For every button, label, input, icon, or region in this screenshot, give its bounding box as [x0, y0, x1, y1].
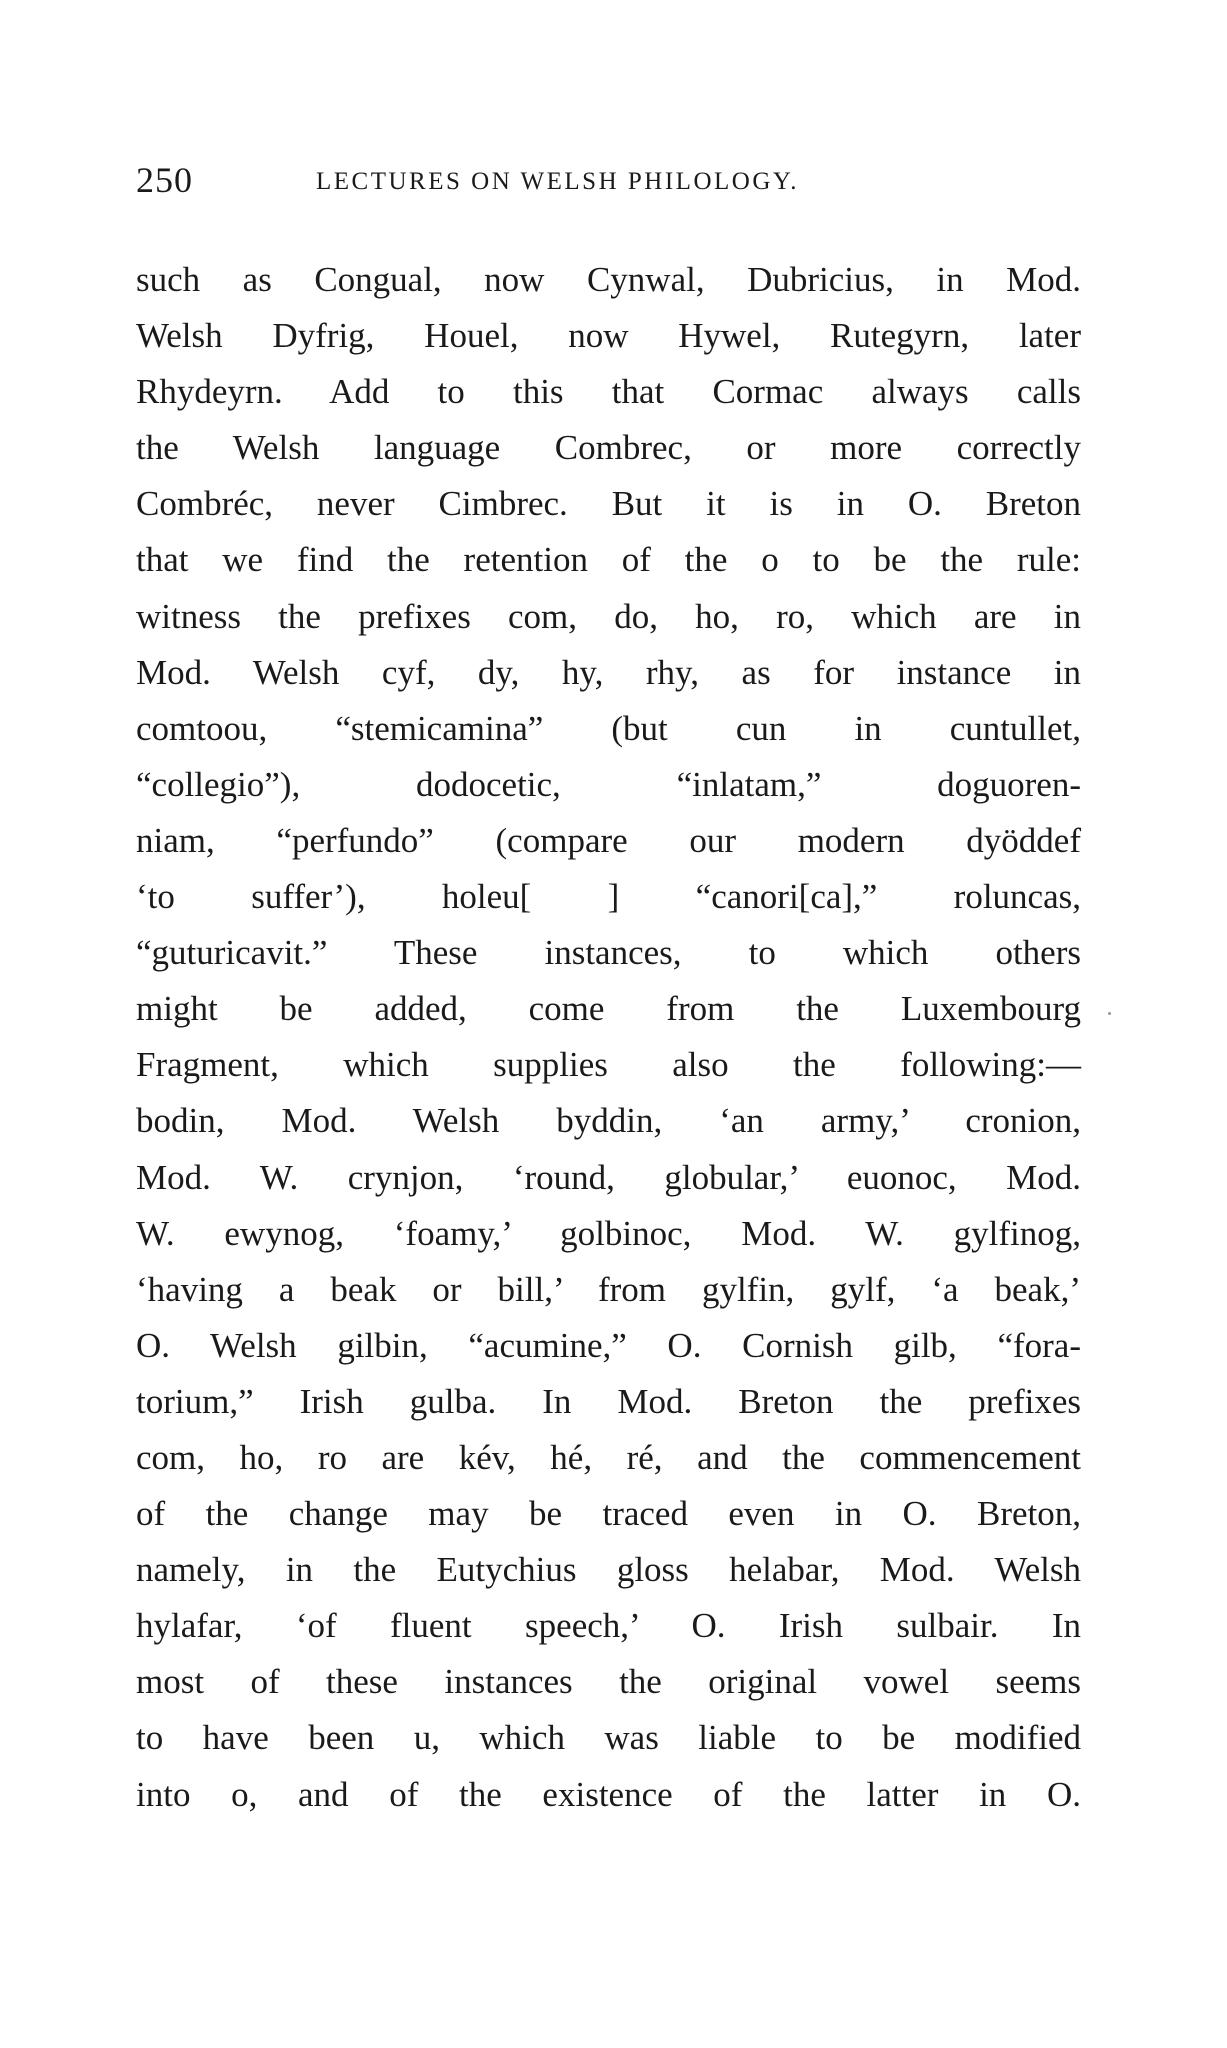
text-line: bodin, Mod. Welsh byddin, ‘an army,’ cronion,	[136, 1101, 1081, 1141]
text-line: to have been u, which was liable to be modified	[136, 1718, 1081, 1758]
text-line: niam, “perfundo” (compare our modern dyöddef	[136, 820, 1081, 860]
text-line: the Welsh language Combrec, or more correctly	[136, 428, 1081, 468]
text-line: torium,” Irish gulba. In Mod. Breton the prefixes	[136, 1381, 1081, 1421]
text-line: namely, in the Eutychius gloss helabar, Mod. Welsh	[136, 1550, 1081, 1590]
text-line: that we find the retention of the o to be the rule:	[136, 540, 1081, 580]
text-line: such as Congual, now Cynwal, Dubricius, in Mod.	[136, 260, 1081, 299]
text-line: com, ho, ro are kév, hé, ré, and the commencement	[136, 1437, 1081, 1477]
text-line: might be added, come from the Luxembourg	[136, 989, 1081, 1029]
page-header	[136, 150, 1096, 210]
text-line: Welsh Dyfrig, Houel, now Hywel, Rutegyrn, later	[136, 316, 1081, 356]
running-head: LECTURES ON WELSH PHILOLOGY.	[316, 168, 799, 195]
text-line: comtoou, “stemicamina” (but cun in cuntullet,	[136, 708, 1081, 748]
text-line: “collegio”), dodocetic, “inlatam,” doguoren-	[136, 764, 1081, 804]
text-line: into o, and of the existence of the latter in O.	[136, 1774, 1081, 1814]
text-line: Fragment, which supplies also the following:—	[136, 1045, 1081, 1085]
paper-speck	[1108, 1012, 1111, 1015]
text-line: most of these instances the original vowel seems	[136, 1662, 1081, 1702]
text-line: Mod. W. crynjon, ‘round, globular,’ euonoc, Mod.	[136, 1157, 1081, 1197]
text-line: Rhydeyrn. Add to this that Cormac always calls	[136, 372, 1081, 412]
body-text	[136, 252, 1081, 1823]
text-line: ‘having a beak or bill,’ from gylfin, gylf, ‘a beak,’	[136, 1269, 1081, 1309]
text-line: witness the prefixes com, do, ho, ro, which are in	[136, 596, 1081, 636]
text-line: of the change may be traced even in O. Breton,	[136, 1494, 1081, 1534]
text-line: “guturicavit.” These instances, to which others	[136, 933, 1081, 973]
text-line: hylafar, ‘of fluent speech,’ O. Irish sulbair. In	[136, 1606, 1081, 1646]
text-line: W. ewynog, ‘foamy,’ golbinoc, Mod. W. gylfinog,	[136, 1213, 1081, 1253]
text-line: Combréc, never Cimbrec. But it is in O. Breton	[136, 484, 1081, 524]
text-line: Mod. Welsh cyf, dy, hy, rhy, as for instance in	[136, 652, 1081, 692]
page-number: 250	[136, 160, 193, 200]
text-line: ‘to suffer’), holeu[ ] “canori[ca],” roluncas,	[136, 877, 1081, 917]
text-line: O. Welsh gilbin, “acumine,” O. Cornish gilb, “fora-	[136, 1325, 1081, 1365]
